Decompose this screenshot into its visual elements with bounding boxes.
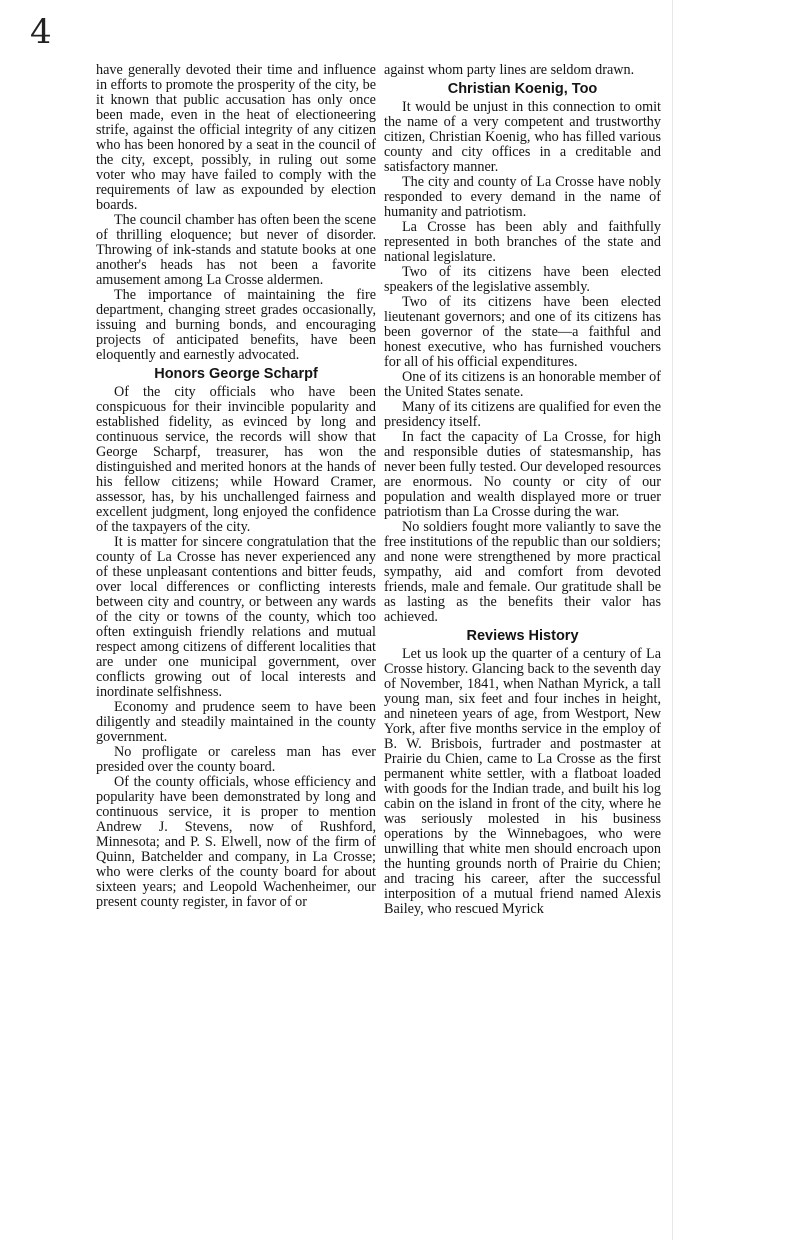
paragraph: Economy and prudence seem to have been diligently and steadily maintained in the county government. bbox=[96, 699, 376, 745]
paragraph: The council chamber has often been the scene of thrilling eloquence; but never of disorder. Throwing of ink-stands and statute books at one another's heads has not been a favorite amusement among La Crosse aldermen. bbox=[96, 212, 376, 288]
section-heading: Reviews History bbox=[466, 628, 579, 644]
paragraph: No soldiers fought more valiantly to save the free institutions of the republic than our soldiers; and none were strengthened by more practical sympathy, aid and comfort from devoted friends, male and female. Our gratitude shall be as lasting as the benefits their valor has achieved. bbox=[384, 519, 661, 625]
right-column bbox=[384, 63, 661, 917]
paragraph: have generally devoted their time and influence in efforts to promote the prosperity of the city, be it known that public accusation has only once been made, even in the heat of electioneering strife, against the official integrity of any citizen who has been honored by a seat in the council of the city, except, possibly, in ruling out some voter who may have failed to comply with the requirements of law as expounded by election boards. bbox=[96, 62, 376, 213]
section-heading: Christian Koenig, Too bbox=[447, 81, 598, 97]
page-number: 4 bbox=[30, 12, 52, 52]
paragraph: In fact the capacity of La Crosse, for high and responsible duties of statesmanship, has never been fully tested. Our developed resources are enormous. No county or city of our population and wealth displayed more or truer patriotism than La Crosse during the war. bbox=[384, 429, 661, 520]
paragraph: It is matter for sincere congratulation that the county of La Crosse has never experienced any of these unpleasant contentions and bitter feuds, over local differences or conflicting interests between city and country, or between any wards of the city or towns of the county, which too often extinguish friendly relations and mutual respect among citizens of different localities that are under one municipal government, over conflicts growing out of local interests and inordinate selfishness. bbox=[96, 534, 376, 700]
page-edge-divider bbox=[672, 0, 673, 1240]
paragraph: La Crosse has been ably and faithfully represented in both branches of the state and national legislature. bbox=[384, 219, 661, 265]
section-heading: Honors George Scharpf bbox=[154, 366, 318, 382]
paragraph: One of its citizens is an honorable member of the United States senate. bbox=[384, 369, 661, 400]
paragraph: The importance of maintaining the fire department, changing street grades occasionally, issuing and burning bonds, and encouraging projects of anticipated benefits, have been eloquently and earnestly advocated. bbox=[96, 287, 376, 363]
paragraph: The city and county of La Crosse have nobly responded to every demand in the name of humanity and patriotism. bbox=[384, 174, 661, 220]
paragraph: Of the city officials who have been conspicuous for their invincible popularity and established fidelity, as evinced by long and continuous service, the records will show that George Scharpf, treasurer, has won the distinguished and merited honors at the hands of his fellow citizens; while Howard Cramer, assessor, has, by his unchallenged fairness and excellent judgment, long enjoyed the confidence of the taxpayers of the city. bbox=[96, 384, 376, 535]
paragraph: It would be unjust in this connection to omit the name of a very competent and trustworthy citizen, Christian Koenig, who has filled various county and city offices in a creditable and satisfactory manner. bbox=[384, 99, 661, 175]
paragraph: Of the county officials, whose efficiency and popularity have been demonstrated by long and continuous service, it is proper to mention Andrew J. Stevens, now of Rushford, Minnesota; and P. S. Elwell, now of the firm of Quinn, Batchelder and company, in La Crosse; who were clerks of the county board for about sixteen years; and Leopold Wachenheimer, our present county register, in favor of or bbox=[96, 774, 376, 910]
paragraph: Many of its citizens are qualified for even the presidency itself. bbox=[384, 399, 661, 430]
paragraph: No profligate or careless man has ever presided over the county board. bbox=[96, 744, 376, 775]
paragraph: against whom party lines are seldom drawn. bbox=[384, 62, 635, 78]
left-column bbox=[96, 63, 376, 910]
paragraph: Let us look up the quarter of a century of La Crosse history. Glancing back to the seventh day of November, 1841, when Nathan Myrick, a tall young man, six feet and four inches in height, and nineteen years of age, from Westport, New York, after five months service in the employ of B. W. Brisbois, furtrader and postmaster at Prairie du Chien, came to La Crosse as the first permanent white settler, with a flatboat loaded with goods for the Indian trade, and built his log cabin on the island in front of the city, where he was seriously molested in his business operations by the Winnebagoes, who were unwilling that white men should encroach upon the hunting grounds north of Prairie du Chien; and tracing his career, after the successful interposition of a mutual friend named Alexis Bailey, who rescued Myrick bbox=[384, 646, 661, 917]
paragraph: Two of its citizens have been elected speakers of the legislative assembly. bbox=[384, 264, 661, 295]
paragraph: Two of its citizens have been elected lieutenant governors; and one of its citizens has been governor of the state—a faithful and honest executive, who has furnished vouchers for all of his official expenditures. bbox=[384, 294, 661, 370]
